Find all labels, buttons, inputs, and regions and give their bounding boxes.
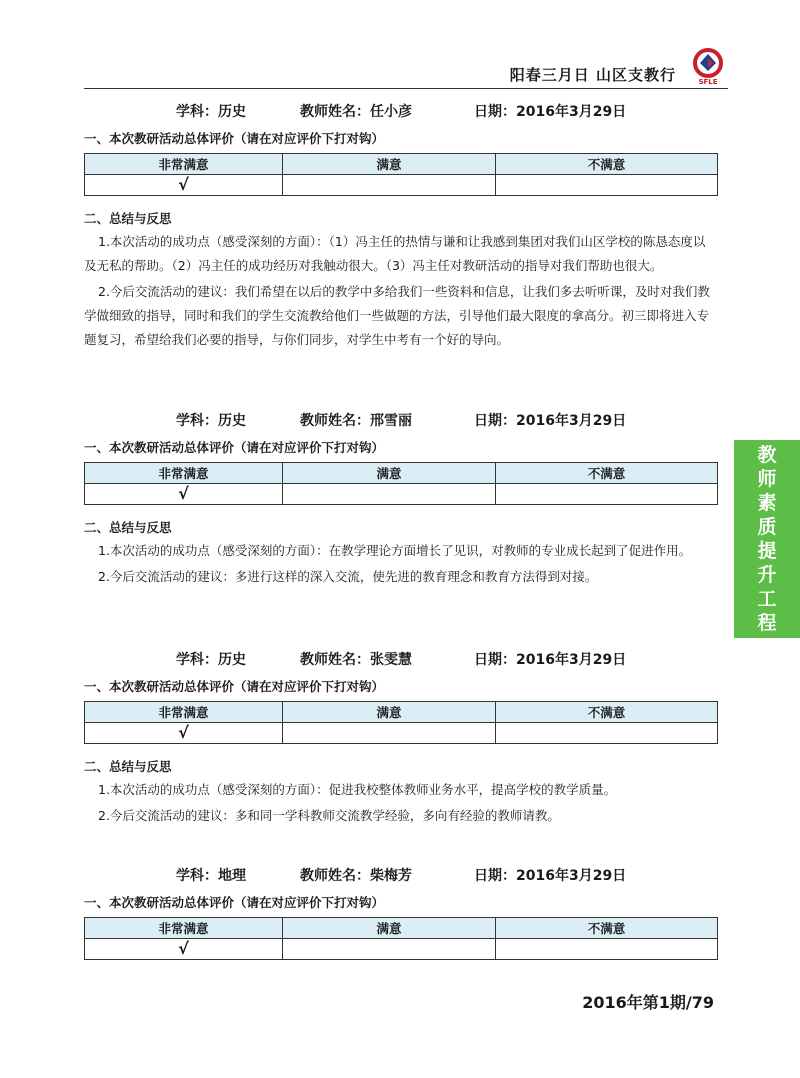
- rating-label: 一、本次教研活动总体评价（请在对应评价下打对钩）: [84, 895, 385, 910]
- rating-cell: [496, 175, 718, 196]
- side-tab-char: 升: [757, 564, 777, 586]
- teacher-name: 教师姓名：柴梅芳: [300, 868, 412, 884]
- date: 日期：2016年3月29日: [474, 652, 627, 668]
- rating-header: 非常满意: [85, 154, 283, 175]
- publication-logo: [688, 46, 728, 86]
- header-title: 阳春三月日 山区支教行: [509, 66, 676, 84]
- side-tab-char: 程: [757, 612, 777, 634]
- rating-table: [84, 701, 718, 744]
- rating-cell: [283, 484, 496, 505]
- rating-cell: [496, 939, 718, 960]
- rating-table: [84, 917, 718, 960]
- side-tab-char: 教: [757, 444, 777, 466]
- rating-header: 不满意: [496, 918, 718, 939]
- rating-header: 不满意: [496, 463, 718, 484]
- section-meta: [84, 648, 714, 672]
- rating-header: 满意: [283, 702, 496, 723]
- rating-label: 一、本次教研活动总体评价（请在对应评价下打对钩）: [84, 679, 385, 694]
- subject: 学科：历史: [176, 104, 246, 120]
- rating-cell: √: [85, 175, 283, 196]
- rating-cell: √: [85, 723, 283, 744]
- side-tab-char: 质: [757, 516, 777, 538]
- rating-header: 满意: [283, 918, 496, 939]
- rating-header: 满意: [283, 154, 496, 175]
- date: 日期：2016年3月29日: [474, 413, 627, 429]
- side-tab-char: 素: [757, 492, 777, 514]
- feedback-section-2: [84, 409, 714, 589]
- side-tab-char: 工: [757, 588, 777, 610]
- side-tab-char: 提: [757, 540, 777, 562]
- rating-cell: √: [85, 484, 283, 505]
- rating-cell: [496, 484, 718, 505]
- rating-header: 非常满意: [85, 463, 283, 484]
- rating-label: 一、本次教研活动总体评价（请在对应评价下打对钩）: [84, 131, 385, 146]
- summary-heading: 二、总结与反思: [84, 211, 172, 226]
- section-meta: [84, 100, 714, 124]
- rating-cell: [283, 723, 496, 744]
- suggestions: 2.今后交流活动的建议：多和同一学科教师交流教学经验，多向有经验的教师请教。: [98, 808, 560, 823]
- summary-heading: 二、总结与反思: [84, 520, 172, 535]
- rating-header: 非常满意: [85, 702, 283, 723]
- side-column-tab: [734, 440, 800, 638]
- rating-label: 一、本次教研活动总体评价（请在对应评价下打对钩）: [84, 440, 385, 455]
- page-number: 2016年第1期/79: [582, 993, 714, 1012]
- section-meta: [84, 864, 714, 888]
- suggestions: 2.今后交流活动的建议：多进行这样的深入交流，使先进的教育理念和教育方法得到对接。: [98, 569, 598, 584]
- rating-header: 非常满意: [85, 918, 283, 939]
- subject: 学科：地理: [176, 868, 246, 884]
- success-points: 1.本次活动的成功点（感受深刻的方面）：在教学理论方面增长了见识，对教师的专业成长起到了促进作用。: [98, 543, 692, 558]
- rating-header: 不满意: [496, 154, 718, 175]
- success-points: 1.本次活动的成功点（感受深刻的方面）：（1）冯主任的热情与谦和让我感到集团对我们山区学校的陈恳态度以及无私的帮助。（2）冯主任的成功经历对我触动很大。（3）冯主任对教研活动的指导对我们帮助也很大。: [84, 234, 706, 273]
- side-tab-char: 师: [757, 468, 777, 490]
- subject: 学科：历史: [176, 652, 246, 668]
- header-rule: [84, 88, 728, 89]
- rating-header: 满意: [283, 463, 496, 484]
- rating-cell: [496, 723, 718, 744]
- rating-cell: [283, 939, 496, 960]
- feedback-section-3: [84, 648, 714, 828]
- svg-text:SFLE: SFLE: [698, 78, 718, 86]
- section-meta: [84, 409, 714, 433]
- date: 日期：2016年3月29日: [474, 104, 627, 120]
- subject: 学科：历史: [176, 413, 246, 429]
- rating-cell: [283, 175, 496, 196]
- rating-header: 不满意: [496, 702, 718, 723]
- date: 日期：2016年3月29日: [474, 868, 627, 884]
- feedback-section-1: [84, 100, 714, 352]
- teacher-name: 教师姓名：张雯慧: [300, 652, 412, 668]
- summary-heading: 二、总结与反思: [84, 759, 172, 774]
- rating-table: [84, 153, 718, 196]
- success-points: 1.本次活动的成功点（感受深刻的方面）：促进我校整体教师业务水平，提高学校的教学质量。: [98, 782, 617, 797]
- teacher-name: 教师姓名：邢雪丽: [300, 413, 412, 429]
- rating-table: [84, 462, 718, 505]
- rating-cell: √: [85, 939, 283, 960]
- feedback-section-4: [84, 864, 714, 960]
- teacher-name: 教师姓名：任小彦: [300, 104, 412, 120]
- suggestions: 2.今后交流活动的建议：我们希望在以后的教学中多给我们一些资料和信息，让我们多去听听课，及时对我们教学做细致的指导，同时和我们的学生交流教给他们一些做题的方法，引导他们最大限度的拿高分。初三即将进入专题复习，希望给我们必要的指导，与你们同步，对学生中考有一个好的导向。: [84, 284, 710, 347]
